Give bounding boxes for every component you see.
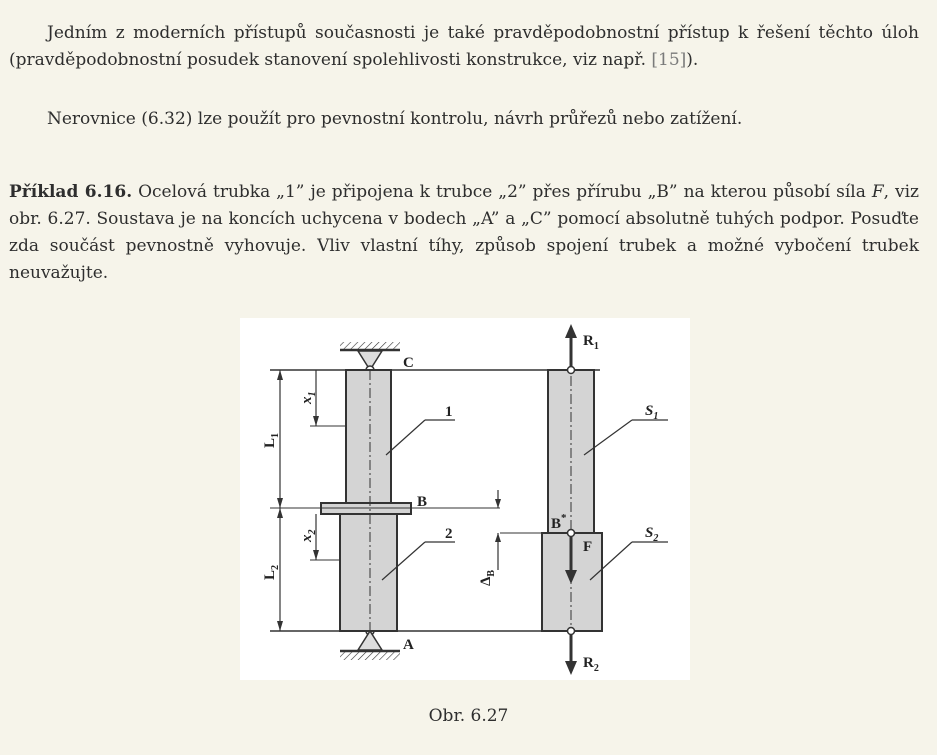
label-l1: $L_1$ bbox=[262, 432, 281, 448]
label-delta-b: $\Delta_B$ bbox=[478, 569, 497, 586]
tube-2 bbox=[340, 514, 397, 631]
citation-link[interactable]: [15] bbox=[651, 50, 687, 70]
label-tube-1: 1 bbox=[445, 404, 453, 420]
label-x2: $x_2$ bbox=[299, 529, 318, 542]
example-text-1: Ocelová trubka „1” je připojena k trubce „2” přes přírubu „B” na kterou působí síla bbox=[132, 182, 872, 202]
label-f: F bbox=[583, 539, 593, 555]
label-r1: $R_1$ bbox=[583, 333, 599, 352]
label-tube-2: 2 bbox=[445, 526, 453, 542]
tube-1 bbox=[346, 370, 391, 507]
label-s2: $S_2$ bbox=[645, 525, 659, 544]
figure-6-27 bbox=[240, 318, 690, 680]
paragraph1-end: ). bbox=[686, 50, 699, 70]
tube-system-diagram bbox=[240, 318, 690, 680]
label-l2: $L_2$ bbox=[262, 564, 281, 580]
label-c: C bbox=[403, 355, 414, 371]
label-x1: $x_1$ bbox=[299, 391, 318, 404]
paragraph1-text: Jedním z moderních přístupů současnosti je také pravděpodobnostní přístup k řešení těchto úloh (pravděpodobnostní posudek stanovení spolehlivosti konstrukce, viz např. bbox=[9, 23, 919, 70]
force-symbol: F bbox=[871, 182, 884, 202]
figure-caption: Obr. 6.27 bbox=[428, 706, 509, 726]
example-paragraph bbox=[9, 179, 919, 287]
example-text-2: , viz obr. 6.27. Soustava je na koncích uchycena v bodech „A” a „C” pomocí absolutně tuhých podpor. Posuďte zda součást pevnostně vyhovuje. Vliv vlastní tíhy, způsob spojení trubek a možné vybočení trubek neuvažujte. bbox=[9, 182, 920, 283]
example-label: Příklad 6.16. bbox=[9, 182, 133, 202]
label-a: A bbox=[403, 637, 414, 653]
label-r2: $R_2$ bbox=[583, 655, 599, 674]
label-b: B bbox=[417, 494, 428, 510]
paragraph-indent bbox=[9, 23, 47, 43]
paragraph-probabilistic-approach bbox=[9, 20, 919, 74]
label-s1: $S_1$ bbox=[645, 403, 659, 422]
label-b-star: B* bbox=[551, 512, 567, 532]
paragraph-inequality: Nerovnice (6.32) lze použít pro pevnostní kontrolu, návrh průřezů nebo zatížení. bbox=[47, 109, 743, 129]
